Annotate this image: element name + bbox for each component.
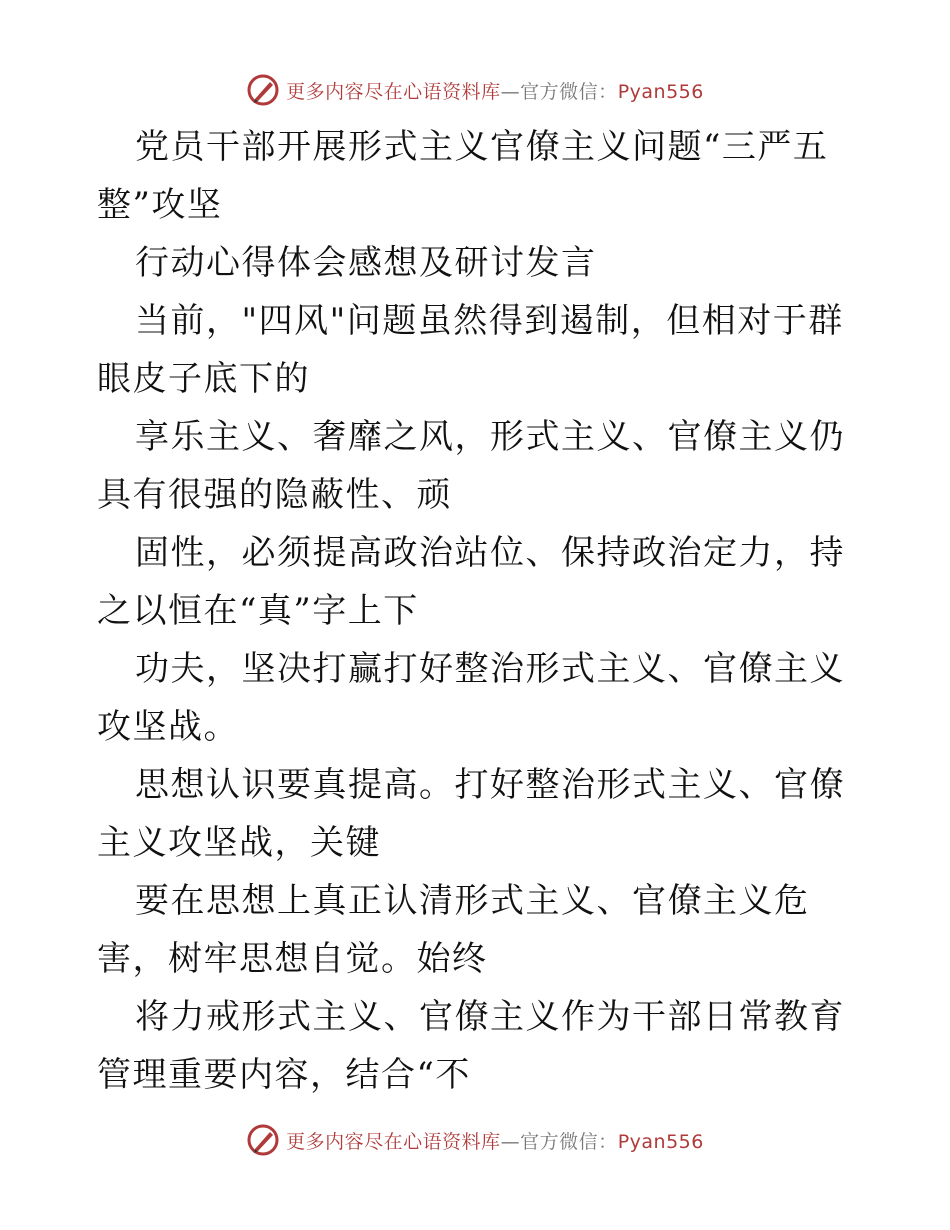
paragraph-7: 思想认识要真提高。打好整治形式主义、官僚主义攻坚战，关键 [97, 765, 845, 863]
header-banner-red: 更多内容尽在心语资料库 [286, 80, 501, 103]
paragraph-8: 要在思想上真正认清形式主义、官僚主义危害，树牢思想自觉。始终 [97, 881, 810, 979]
footer-banner-text [286, 1127, 704, 1154]
footer-banner-red: 更多内容尽在心语资料库 [286, 1130, 501, 1153]
document-body [97, 118, 857, 1104]
header-banner [0, 70, 950, 110]
pen-logo-icon [246, 73, 280, 107]
paragraph-2: 行动心得体会感想及研讨发言 [135, 243, 597, 283]
paragraph-3: 当前，"四风"问题虽然得到遏制，但相对于群眼皮子底下的 [97, 301, 844, 399]
paragraph-5: 固性，必须提高政治站位、保持政治定力，持之以恒在“真”字上下 [97, 533, 845, 631]
footer-banner [0, 1120, 950, 1160]
paragraph-6: 功夫，坚决打赢打好整治形式主义、官僚主义攻坚战。 [97, 649, 845, 747]
header-banner-id: Pyan556 [617, 80, 704, 103]
header-banner-gray: —官方微信： [500, 80, 618, 103]
footer-banner-id: Pyan556 [617, 1130, 704, 1153]
header-banner-text [286, 77, 704, 104]
paragraph-4: 享乐主义、奢靡之风，形式主义、官僚主义仍具有很强的隐蔽性、顽 [97, 417, 845, 515]
paragraph-9: 将力戒形式主义、官僚主义作为干部日常教育管理重要内容，结合“不 [97, 997, 845, 1095]
pen-logo-icon [246, 1123, 280, 1157]
footer-banner-gray: —官方微信： [500, 1130, 618, 1153]
paragraph-1: 党员干部开展形式主义官僚主义问题“三严五整”攻坚 [97, 127, 829, 225]
